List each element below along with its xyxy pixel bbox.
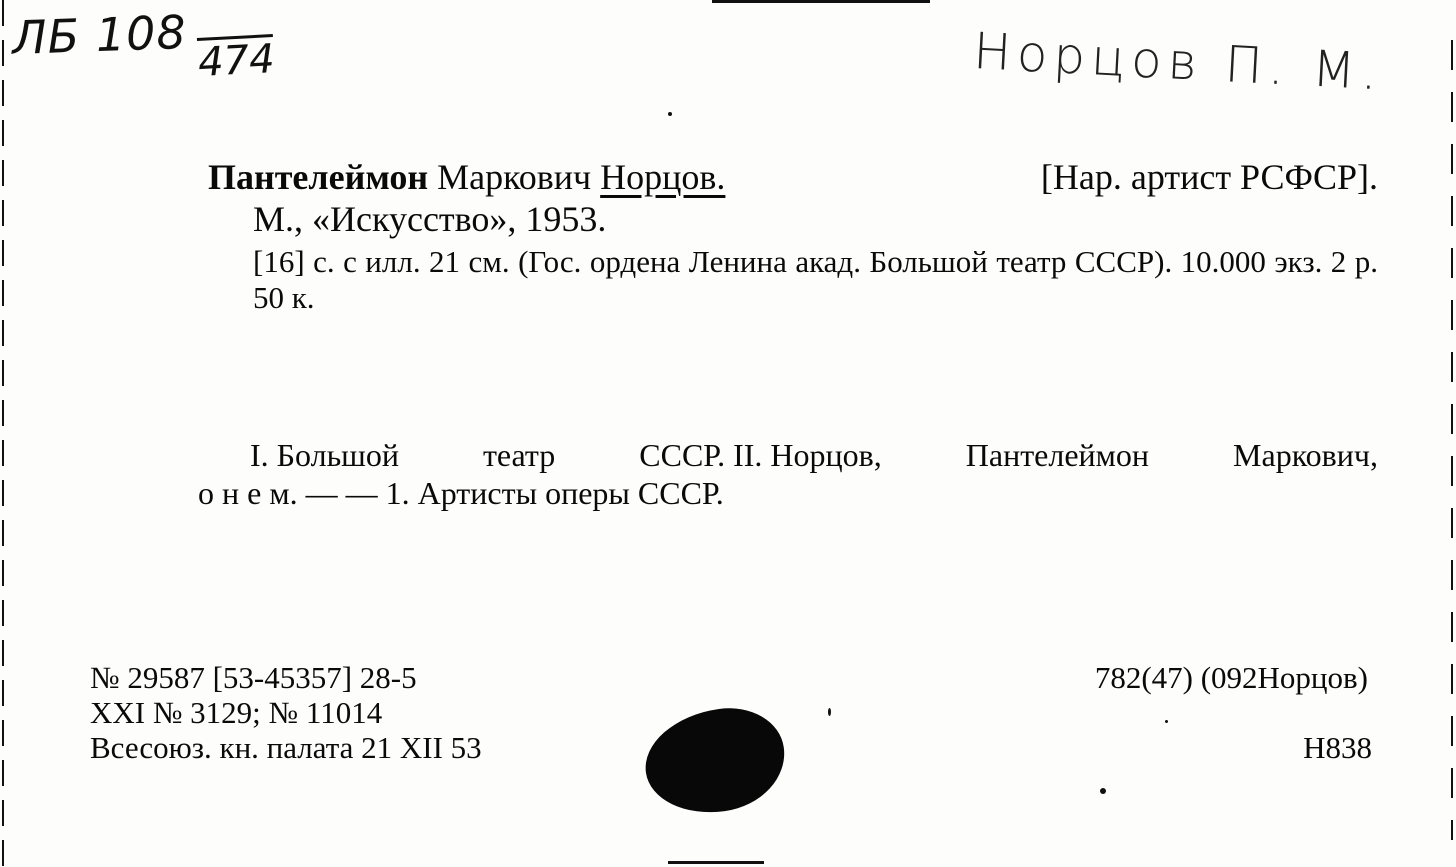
tracing-word: СССР. II. Норцов, (639, 437, 882, 473)
card-numbers (90, 660, 482, 765)
card-edge-right (1451, 40, 1453, 840)
ink-blot (639, 701, 792, 821)
ink-speck (668, 112, 672, 116)
author-patronymic: Маркович (437, 157, 592, 197)
card-edge-top (712, 0, 930, 3)
tracing-word: Маркович, (1233, 437, 1378, 473)
card-number-line: XXI № 3129; № 11014 (90, 695, 383, 730)
tracings-line-2: о н е м. — — 1. Артисты оперы СССР. (198, 475, 724, 511)
author-heading (208, 156, 725, 198)
card-number-line: № 29587 [53-45357] 28-5 (90, 660, 417, 695)
author-title-line (208, 156, 1378, 198)
author-first-name: Пантелеймон (208, 157, 429, 197)
ink-speck (1165, 720, 1168, 723)
imprint: М., «Искусство», 1953. (253, 199, 607, 239)
tracings-line-1 (198, 436, 1378, 474)
author-surname: Норцов. (600, 157, 726, 197)
card-edge-left (2, 0, 4, 867)
ink-speck (1100, 788, 1106, 794)
card-edge-bottom (668, 861, 764, 864)
ink-speck (828, 708, 831, 716)
shelf-mark: ЛБ 108 (11, 4, 188, 66)
title-note: [Нар. артист РСФСР]. (1040, 157, 1378, 197)
author-code: Н838 (1303, 730, 1372, 765)
collation: [16] с. с илл. 21 см. (Гос. ордена Ленина акад. Большой театр СССР). 10.000 экз. 2 р. 50 к. (253, 244, 1378, 315)
classification-number: 782(47) (092Норцов) (1094, 660, 1368, 695)
tracing-word: театр (482, 437, 556, 473)
card-number-line: Всесоюз. кн. палата 21 XII 53 (90, 730, 482, 765)
shelf-mark-fraction: 474 (196, 36, 276, 86)
tracing-word: I. Большой (250, 437, 399, 473)
handwritten-heading: Норцов П. М. (971, 22, 1385, 102)
tracings (198, 436, 1378, 512)
tracing-word: Пантелеймон (965, 437, 1150, 473)
